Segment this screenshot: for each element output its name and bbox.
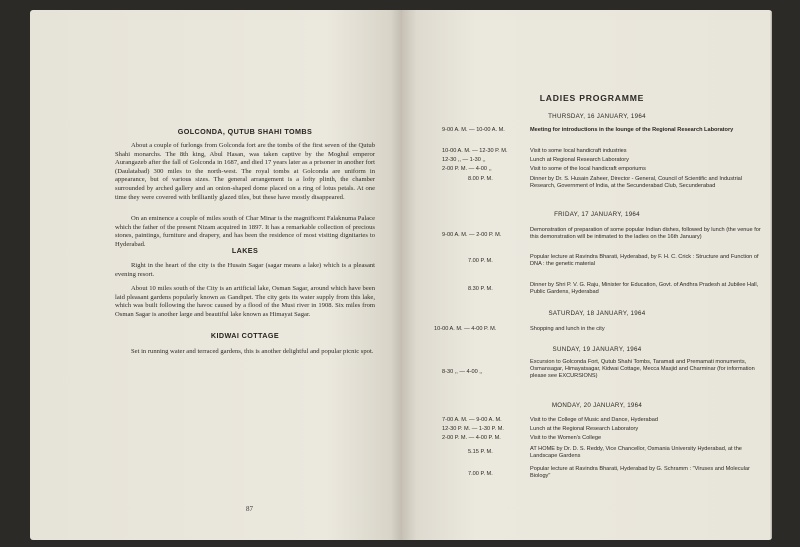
schedule-description: Dinner by Shri P. V. G. Raju, Minister for Education, Govt. of Andhra Pradesh at Jubilee Hall, Public Gardens, Hyderabad — [530, 282, 759, 295]
schedule-time: 2-00 P. M. — 4-00 P. M. — [442, 435, 501, 441]
schedule-description: Popular lecture at Ravindra Bharati, Hyderabad by G. Schramm : "Viruses and Molecular Biology" — [530, 466, 750, 479]
schedule-time: 10-00 A. M. — 4-00 P. M. — [434, 326, 497, 332]
schedule-time: 8.00 P. M. — [468, 176, 493, 182]
paragraph-falaknuma: On an eminence a couple of miles south of Char Minar is the magnificent Falaknuma Palace which the father of the present Nizam acquired in 1897. It has a remarkable collection of precious stones, paintings, furniture and drapery, and has been the residence of most visiting dignitaries to Hyderabad. — [115, 215, 375, 248]
schedule-description: Popular lecture at Ravindra Bharati, Hyderabad, by F. H. C. Crick : Structure and Function of DNA : the genetic material — [530, 254, 759, 267]
day-heading-monday: MONDAY, 20 JANUARY, 1964 — [551, 402, 643, 409]
schedule-time: 7.00 P. M. — [468, 471, 493, 477]
schedule-description: Visit to some local handicraft industries — [530, 148, 627, 154]
schedule-time: 12-30 P. M. — 1-30 P. M. — [442, 426, 504, 432]
right-page — [402, 10, 772, 540]
day-heading-thursday: THURSDAY, 16 JANUARY, 1964 — [548, 113, 646, 120]
schedule-time: 8-30 ,, — 4-00 ,, — [442, 369, 483, 375]
section-heading-lakes: LAKES — [231, 246, 259, 255]
schedule-description: AT HOME by Dr. D. S. Reddy, Vice Chancellor, Osmania University Hyderabad, at the Landscape Gardens — [530, 446, 742, 459]
section-heading-kidwai: KIDWAI COTTAGE — [210, 331, 280, 340]
schedule-description: Excursion to Golconda Fort, Qutub Shahi Tombs, Taramati and Premamati monuments, Osmansagar, Himayatsagar, Kidwai Cottage, Mecca Masjid and Charminar (for information please see EXCURSIONS) — [530, 359, 755, 379]
day-heading-saturday: SATURDAY, 18 JANUARY, 1964 — [548, 310, 646, 317]
schedule-time: 9-00 A. M. — 2-00 P. M. — [442, 232, 502, 238]
left-page — [30, 10, 402, 540]
schedule-description: Visit to the Women's College — [530, 435, 602, 441]
day-heading-sunday: SUNDAY, 19 JANUARY, 1964 — [552, 346, 642, 353]
schedule-description: Dinner by Dr. S. Husain Zaheer, Director - General, Council of Scientific and Industrial Research, Government of India, at the Secunderabad Club, Secunderabad — [530, 176, 743, 189]
day-heading-friday: FRIDAY, 17 JANUARY, 1964 — [554, 211, 640, 218]
schedule-description: Meeting for introductions in the lounge of the Regional Research Laboratory — [530, 127, 734, 133]
schedule-time: 2-00 P. M. — 4-00 ,, — [442, 166, 492, 172]
page-number: 87 — [246, 505, 253, 513]
section-heading-golconda: GOLCONDA, QUTUB SHAHI TOMBS — [177, 127, 313, 136]
schedule-description: Lunch at Regional Research Laboratory — [530, 157, 629, 163]
schedule-time: 7-00 A. M. — 9-00 A. M. — [442, 417, 502, 423]
page-edges — [770, 12, 772, 538]
paragraph-kidwai-cottage: Set in running water and terraced gardens, this is another delightful and popular picnic spot. — [131, 348, 374, 355]
schedule-description: Demonstration of preparation of some popular Indian dishes, followed by lunch (the venue for this demonstration will be intimated to the ladies on the 16th January) — [530, 227, 761, 240]
schedule-description: Lunch at the Regional Research Laboratory — [530, 426, 639, 432]
schedule-time: 8.30 P. M. — [468, 286, 493, 292]
paragraph-osman-sagar: About 10 miles south of the City is an artificial lake, Osman Sagar, around which have been laid pleasant gardens popularly known as Gandipet. The city gets its water supply from this lake, which was built following the havoc caused by a flood of the Musi river in 1908. Six miles from Osman Sagar is another large and beautiful lake known as Himayat Sagar. — [115, 285, 375, 318]
schedule-description: Shopping and lunch in the city — [530, 326, 605, 332]
paragraph-golconda-tombs: About a couple of furlongs from Golconda fort are the tombs of the first seven of the Qutub Shahi monarchs. The 8th king, Abul Hasan, was taken captive by the Moghul emperor Aurangazeb after the fall of Golconda in 1687, and died 17 years later as a prisoner in another fort (Daulatabad) 300 miles to the north-west. The royal tombs at Golconda are uniform in appearance, but of various sizes. The general arrangement is a lofty plinth, the chamber surrounded by arched gallery and an onion-shaped dome placed on a ring of lotus petals. At one time they were covered with brilliantly glazed tiles, but these have mostly disappeared. — [115, 142, 375, 201]
schedule-description: Visit to some of the local handicraft emporiums — [530, 166, 646, 172]
schedule-time: 7.00 P. M. — [468, 258, 493, 264]
paragraph-husain-sagar: Right in the heart of the city is the Husain Sagar (sagar means a lake) which is a pleasant evening resort. — [115, 262, 375, 278]
schedule-time: 12-30 ,, — 1-30 ,, — [442, 157, 486, 163]
schedule-description: Visit to the College of Music and Dance, Hyderabad — [530, 417, 659, 423]
schedule-time: 9-00 A. M. — 10-00 A. M. — [442, 127, 505, 133]
schedule-time: 10-00 A. M. — 12-30 P. M. — [442, 148, 508, 154]
programme-title: LADIES PROGRAMME — [539, 93, 645, 103]
book-spread — [30, 10, 775, 540]
schedule-time: 5.15 P. M. — [468, 449, 493, 455]
